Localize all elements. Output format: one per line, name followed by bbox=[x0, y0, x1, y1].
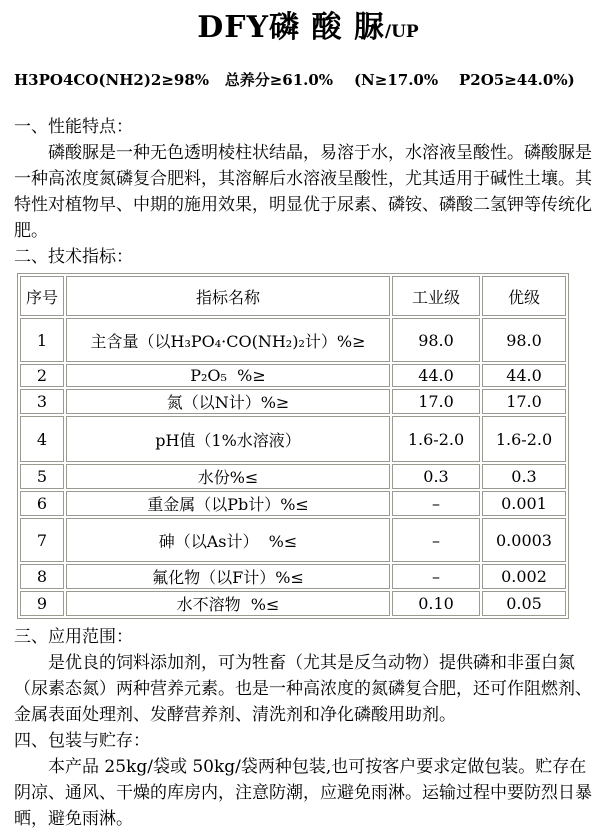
table-row bbox=[20, 518, 566, 562]
cell-premium: 17.0 bbox=[482, 389, 566, 414]
cell-name: P₂O₅ %≥ bbox=[66, 364, 390, 387]
section-heading-packaging: 四、包装与贮存： bbox=[14, 731, 150, 751]
header-cell-premium: 优级 bbox=[482, 276, 566, 316]
cell-industrial: 1.6-2.0 bbox=[392, 416, 480, 462]
paragraph-application: 是优良的饲料添加剂，可为牲畜（尤其是反刍动物）提供磷和非蛋白氮（尿素态氮）两种营养元素。也是一种高浓度的氮磷复合肥，还可作阻燃剂、金属表面处理剂、发酵营养剂、清洗剂和净化磷酸用助剂。 bbox=[14, 653, 592, 725]
cell-no: 4 bbox=[20, 416, 64, 462]
page-title-main: DFY磷 酸 脲 bbox=[197, 10, 385, 45]
tech-spec-table bbox=[17, 273, 569, 619]
table-row bbox=[20, 416, 566, 462]
table-row bbox=[20, 389, 566, 414]
header-cell-name: 指标名称 bbox=[66, 276, 390, 316]
cell-name: 氮（以N计）%≥ bbox=[66, 389, 390, 414]
cell-industrial: – bbox=[392, 491, 480, 516]
cell-no: 2 bbox=[20, 364, 64, 387]
cell-premium: 98.0 bbox=[482, 318, 566, 362]
cell-name: 氟化物（以F计）%≤ bbox=[66, 564, 390, 589]
cell-premium: 0.001 bbox=[482, 491, 566, 516]
cell-name: pH值（1%水溶液） bbox=[66, 416, 390, 462]
header-cell-industrial: 工业级 bbox=[392, 276, 480, 316]
table-row bbox=[20, 591, 566, 616]
cell-no: 3 bbox=[20, 389, 64, 414]
cell-premium: 0.3 bbox=[482, 464, 566, 489]
table-row bbox=[20, 564, 566, 589]
cell-industrial: 98.0 bbox=[392, 318, 480, 362]
cell-industrial: 17.0 bbox=[392, 389, 480, 414]
cell-premium: 0.0003 bbox=[482, 518, 566, 562]
cell-name: 重金属（以Pb计）%≤ bbox=[66, 491, 390, 516]
table-row bbox=[20, 318, 566, 362]
cell-name: 砷（以As计） %≤ bbox=[66, 518, 390, 562]
section-heading-performance: 一、性能特点： bbox=[14, 117, 133, 137]
table-header-row bbox=[20, 276, 566, 316]
cell-no: 8 bbox=[20, 564, 64, 589]
paragraph-performance: 磷酸脲是一种无色透明棱柱状结晶，易溶于水，水溶液呈酸性。磷酸脲是一种高浓度氮磷复合肥料，其溶解后水溶液呈酸性，尤其适用于碱性土壤。其特性对植物早、中期的施用效果，明显优于尿素、磷铵、磷酸二氢钾等传统化肥。 bbox=[14, 143, 592, 241]
section-heading-application: 三、应用范围： bbox=[14, 627, 133, 647]
header-cell-no: 序号 bbox=[20, 276, 64, 316]
cell-premium: 0.002 bbox=[482, 564, 566, 589]
cell-industrial: 0.10 bbox=[392, 591, 480, 616]
cell-industrial: – bbox=[392, 564, 480, 589]
tech-table-body bbox=[20, 318, 566, 616]
cell-name: 水不溶物 %≤ bbox=[66, 591, 390, 616]
tech-table-head bbox=[20, 276, 566, 316]
cell-no: 1 bbox=[20, 318, 64, 362]
section-heading-tech: 二、技术指标： bbox=[14, 247, 133, 267]
cell-no: 6 bbox=[20, 491, 64, 516]
cell-industrial: 0.3 bbox=[392, 464, 480, 489]
cell-industrial: 44.0 bbox=[392, 364, 480, 387]
spec-line: H3PO4CO(NH2)2≥98% 总养分≥61.0% (N≥17.0% P2O5≥44.0%) bbox=[14, 71, 575, 89]
table-row bbox=[20, 364, 566, 387]
cell-no: 5 bbox=[20, 464, 64, 489]
cell-premium: 0.05 bbox=[482, 591, 566, 616]
table-row bbox=[20, 464, 566, 489]
cell-no: 7 bbox=[20, 518, 64, 562]
table-row bbox=[20, 491, 566, 516]
cell-name: 水份%≤ bbox=[66, 464, 390, 489]
page-title bbox=[14, 8, 602, 52]
paragraph-packaging: 本产品 25kg/袋或 50kg/袋两种包装,也可按客户要求定做包装。贮存在阴凉、通风、干燥的库房内，注意防潮，应避免雨淋。运输过程中要防烈日暴晒，避免雨淋。 bbox=[14, 757, 592, 829]
cell-premium: 44.0 bbox=[482, 364, 566, 387]
cell-premium: 1.6-2.0 bbox=[482, 416, 566, 462]
cell-name: 主含量（以H₃PO₄·CO(NH₂)₂计）%≥ bbox=[66, 318, 390, 362]
cell-no: 9 bbox=[20, 591, 64, 616]
cell-industrial: – bbox=[392, 518, 480, 562]
page-title-suffix: /UP bbox=[384, 22, 419, 42]
